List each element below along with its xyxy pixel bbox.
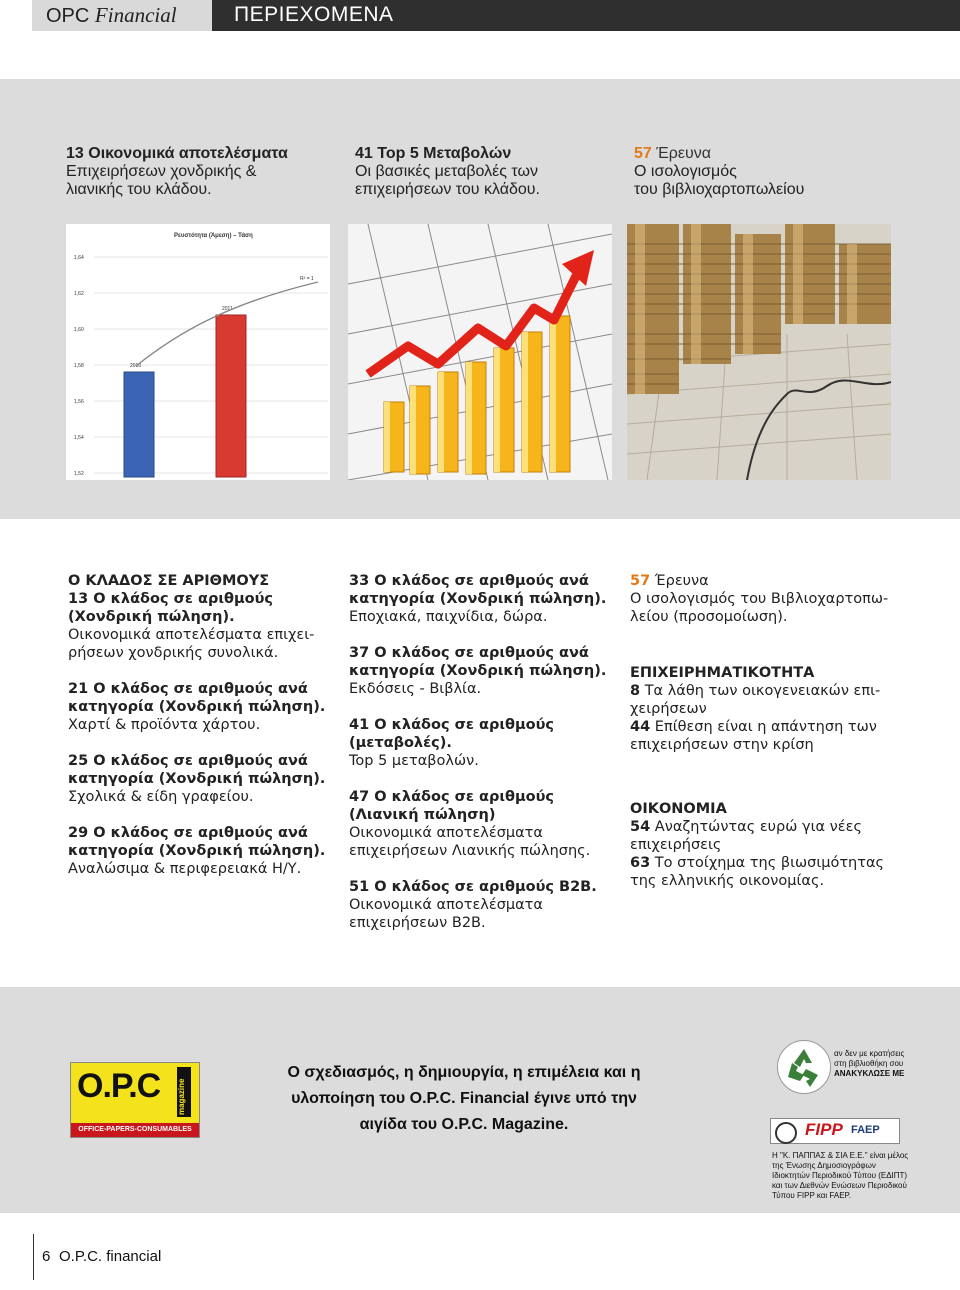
chart-tick: 1,54	[74, 435, 84, 441]
toc-item-33[interactable]: 33 Ο κλάδος σε αριθμούς ανά κατηγορία (Χονδρική πώληση). Εποχιακά, παιχνίδια, δώρα.	[349, 573, 607, 625]
toc-item-37[interactable]: 37 Ο κλάδος σε αριθμούς ανά κατηγορία (Χονδρική πώληση). Εκδόσεις - Βιβλία.	[349, 645, 607, 697]
toc-item-47[interactable]: 47 Ο κλάδος σε αριθμούς (Λιανική πώληση) Οικονομικά αποτελέσματα επιχειρήσεων Λιανικής πώλησης.	[349, 789, 591, 859]
toc-item-44[interactable]: 44 Επίθεση είναι η απάντηση των	[630, 719, 877, 735]
toc-item-25[interactable]: 25 Ο κλάδος σε αριθμούς ανά κατηγορία (Χονδρική πώληση). Σχολικά & είδη γραφείου.	[68, 753, 326, 805]
fipp-faep-logo: FIPP FAEP	[770, 1118, 900, 1144]
opc-magazine-logo: O.P.C magazine OFFICE-PAPERS-CONSUMABLES	[70, 1062, 200, 1138]
chart-r2: R² = 1	[300, 276, 314, 282]
chart-bar-label: 2011	[222, 306, 233, 312]
chart-tick: 1,52	[74, 471, 84, 477]
chart-title: Ρευστότητα (Άμεση) – Τάση	[174, 233, 253, 239]
header-brand: OPC Financial	[46, 3, 177, 27]
toc-heading-industry: Ο ΚΛΑΔΟΣ ΣΕ ΑΡΙΘΜΟΥΣ	[68, 573, 270, 589]
photo-coins	[627, 224, 891, 480]
toc-item-41[interactable]: 41 Ο κλάδος σε αριθμούς (μεταβολές). Top 5 μεταβολών.	[349, 717, 554, 769]
chart-tick: 1,56	[74, 399, 84, 405]
chart-bar-2010	[124, 372, 154, 477]
toc-item-29[interactable]: 29 Ο κλάδος σε αριθμούς ανά κατηγορία (Χονδρική πώληση). Αναλώσιμα & περιφερειακά Η/Υ.	[68, 825, 326, 877]
chart-bar-2011	[216, 315, 246, 477]
photo-liquidity-chart	[66, 224, 330, 480]
toc-section-economy: ΟΙΚΟΝΟΜΙΑ 54 Αναζητώντας ευρώ για νέες επιχειρήσεις 63 Το στοίχημα της βιωσιμότητας της ελληνικής οικονομίας.	[630, 800, 910, 890]
feature-57[interactable]: 57 Έρευνα Ο ισολογισμός του βιβλιοχαρτοπωλείου	[634, 145, 805, 198]
toc-section-entrepreneurship: ΕΠΙΧΕΙΡΗΜΑΤΙΚΟΤΗΤΑ 8 Τα λάθη των οικογενειακών επι- χειρήσεων 44 Επίθεση είναι η απάντηση των επιχειρήσεων στην κρίση	[630, 664, 910, 754]
toc-item-8[interactable]: 8 Τα λάθη των οικογενειακών επι-	[630, 683, 881, 699]
edipt-icon	[775, 1122, 797, 1144]
toc-item-13[interactable]: 13 Ο κλάδος σε αριθμούς (Χονδρική πώληση). Οικονομικά αποτελέσματα επιχει- ρήσεων χονδρικής συνολικά.	[68, 591, 315, 661]
chart-tick: 1,64	[74, 255, 84, 261]
toc-heading-economy: ΟΙΚΟΝΟΜΙΑ	[630, 801, 727, 817]
recycle-note: αν δεν με κρατήσεις στη βιβλιοθήκη σου ΑΝΑΚΥΚΛΩΣΕ ΜΕ	[834, 1049, 905, 1078]
page-title: ΠΕΡΙΕΧΟΜΕΝΑ	[234, 3, 394, 26]
recycle-icon	[777, 1040, 831, 1094]
toc-item-21[interactable]: 21 Ο κλάδος σε αριθμούς ανά κατηγορία (Χονδρική πώληση). Χαρτί & προϊόντα χάρτου.	[68, 681, 326, 733]
chart-tick: 1,60	[74, 327, 84, 333]
toc-column-1	[68, 572, 338, 896]
membership-note: Η "Κ. ΠΑΠΠΑΣ & ΣΙΑ Ε.Ε." είναι μέλος της Ένωσης Δημοσιογράφων Ιδιοκτητών Περιοδικού Τύπου (ΕΔΙΠΤ) και των Διεθνών Ενώσεων Περιοδικού Τύπου FIPP και FAEP.	[772, 1151, 909, 1200]
toc-column-3	[630, 572, 910, 908]
toc-item-63[interactable]: 63 Το στοίχημα της βιωσιμότητας	[630, 855, 885, 871]
feature-41[interactable]: 41 Top 5 Μεταβολών Οι βασικές μεταβολές των επιχειρήσεων του κλάδου.	[355, 145, 540, 198]
footer-magazine: O.P.C. financial	[59, 1248, 162, 1265]
toc-item-54[interactable]: 54 Αναζητώντας ευρώ για νέες	[630, 819, 862, 835]
credits-text: Ο σχεδιασμός, η δημιουργία, η επιμέλεια και η υλοποίηση του O.P.C. Financial έγινε υπό την αιγίδα του O.P.C. Magazine.	[287, 1064, 641, 1133]
toc-item-51[interactable]: 51 Ο κλάδος σε αριθμούς B2B. Οικονομικά αποτελέσματα επιχειρήσεων B2B.	[349, 879, 597, 931]
toc-heading-entrepreneurship: ΕΠΙΧΕΙΡΗΜΑΤΙΚΟΤΗΤΑ	[630, 665, 815, 681]
chart-tick: 1,62	[74, 291, 84, 297]
toc-item-57[interactable]: 57 Έρευνα Ο ισολογισμός του Βιβλιοχαρτοπω- λείου (προσομοίωση).	[630, 573, 889, 625]
chart-tick: 1,58	[74, 363, 84, 369]
chart-bar-label: 2010	[130, 363, 142, 369]
page-number: 6	[42, 1248, 51, 1265]
photo-growth-arrow	[348, 224, 612, 480]
footer-rule	[33, 1234, 34, 1280]
feature-13[interactable]: 13 Οικονομικά αποτελέσματα Επιχειρήσεων χονδρικής & λιανικής του κλάδου.	[66, 145, 288, 198]
toc-column-2	[349, 572, 619, 950]
